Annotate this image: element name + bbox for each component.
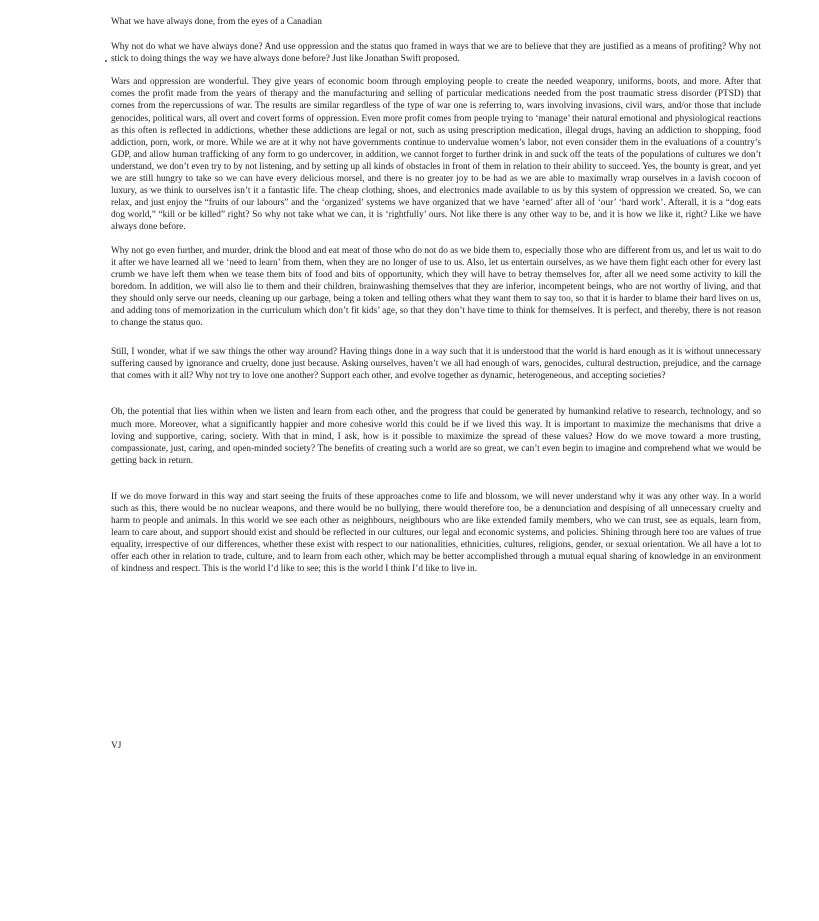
document-page <box>111 16 761 751</box>
signature: VJ <box>111 741 122 751</box>
paragraph-wonder: Still, I wonder, what if we saw things the other way around? Having things done in a way such that it is understood that the world is hard enough as it is without unnecessary suffering caused by ignorance and cruelty, done just because. Asking ourselves, haven’t we all had enough of wars, genocides, cultural destruction, prejudice, and the carnage that comes with it all? Why not try to love one another? Support each other, and evolve together as dynamic, heterogeneous, and accepting societies? <box>111 347 761 382</box>
stray-mark <box>105 60 107 62</box>
paragraph-wars: Wars and oppression are wonderful. They give years of economic boom through employing people to create the needed weaponry, uniforms, boots, and more. After that comes the profit made from the years of therapy and the manufacturing and selling of particular medications needed from the post traumatic stress disorder (PTSD) that comes from the repercussions of war. The results are similar regardless of the type of war one is referring to, wars involving invasions, civil wars, and/or those that include genocides, political wars, all overt and covert forms of oppression. Even more profit comes from people trying to ‘manage’ their natural emotional and physiological reactions as this often is reflected in addictions, whether these addictions are legal or not, such as using prescription medication, illegal drugs, having an addiction to shopping, food addiction, porn, work, or more. While we are at it why not have governments continue to undervalue women’s labor, not even consider them in the evaluations of a country’s GDP, and allow human trafficking of any form to go undercover, in addition, we cannot forget to further drink in and suck off the teats of the populations of cultures we don’t understand, we don’t even try to by not listening, and by setting up all kinds of obstacles in front of them in relation to their ability to succeed. Yes, the bounty is great, and yet we are still hungry to take so we can have every delicious morsel, and there is no greater joy to be had as we are able to maximally wrap ourselves in a lavish cocoon of luxury, as we think to ourselves isn’t it a fantastic life. The cheap clothing, shoes, and electronics made available to us by this system of oppression we created. So, we can relax, and just enjoy the “fruits of our labours” and the ‘organized’ systems we have organized that we have ‘earned’ after all of ‘our’ ‘hard work’. Afterall, it is a “dog eats dog world,” “kill or be killed” right? So why not take what we can, it is ‘rightfully’ ours. Not like there is any other way to be, and it is how we like it, right? Like we have always done before. <box>111 77 761 233</box>
document-title: What we have always done, from the eyes of a Canadian <box>111 17 322 27</box>
paragraph-forward: If we do move forward in this way and start seeing the fruits of these approaches come to life and blossom, we will never understand why it was any other way. In a world such as this, there would be no nuclear weapons, and there would be no bullying, there would therefore too, be a denunciation and despising of all unnecessary cruelty and harm to people and animals. In this world we see each other as neighbours, neighbours who are like extended family members, who we can trust, see as equals, learn from, learn to care about, and support should exist and should be reflected in our cultures, our legal and economic systems, and policies. Shining through here too are values of true equality, irrespective of our differences, whether these exist with respect to our nationalities, ethnicities, cultures, religions, gender, or sexual orientation. We all have a lot to offer each other in relation to trade, culture, and to learn from each other, which may be better accomplished through a mutual equal sharing of knowledge in an environment of kindness and respect. This is the world I’d like to see; this is the world I think I’d like to live in. <box>111 491 761 575</box>
paragraph-potential: Oh, the potential that lies within when we listen and learn from each other, and the progress that could be generated by humankind relative to research, technology, and so much more. Moreover, what a significantly happier and more cohesive world this could be if we lived this way. It is important to maximize the mechanisms that drive a loving and supportive, caring, society. With that in mind, I ask, how is it possible to maximize the spread of these values? How do we move toward a more trusting, compassionate, just, caring, and open-minded society? The benefits of creating such a world are so great, we can’t even begin to imagine and comprehend what we would be getting back in return. <box>111 407 761 466</box>
paragraph-further: Why not go even further, and murder, drink the blood and eat meat of those who do not do as we bide them to, especially those who are different from us, and let us wait to do it after we have learned all we ‘need to learn’ from them, when they are no longer of use to us. Also, let us entertain ourselves, as we have them fight each other for every last crumb we have left them when we tease them bits of food and bits of opportunity, which they will have to betray themselves for, after all we need some activity to kill the boredom. In addition, we will also lie to them and their children, brainwashing themselves that they are inferior, incompetent beings, who are not worthy of living, and that they should only serve our needs, cleaning up our garbage, being a token and telling others what they want them to say too, so that it is harder to blame their hard lives on us, and adding tons of memorization in the curriculum which don’t fit kids’ age, so that they don’t have time to think for themselves. It is perfect, and thereby, there is not reason to change the status quo. <box>111 245 761 329</box>
paragraph-intro: Why not do what we have always done? And use oppression and the status quo framed in ways that we are to believe that they are justified as a means of profiting? Why not stick to doing things the way we have always done before? Just like Jonathan Swift proposed. <box>111 42 761 65</box>
